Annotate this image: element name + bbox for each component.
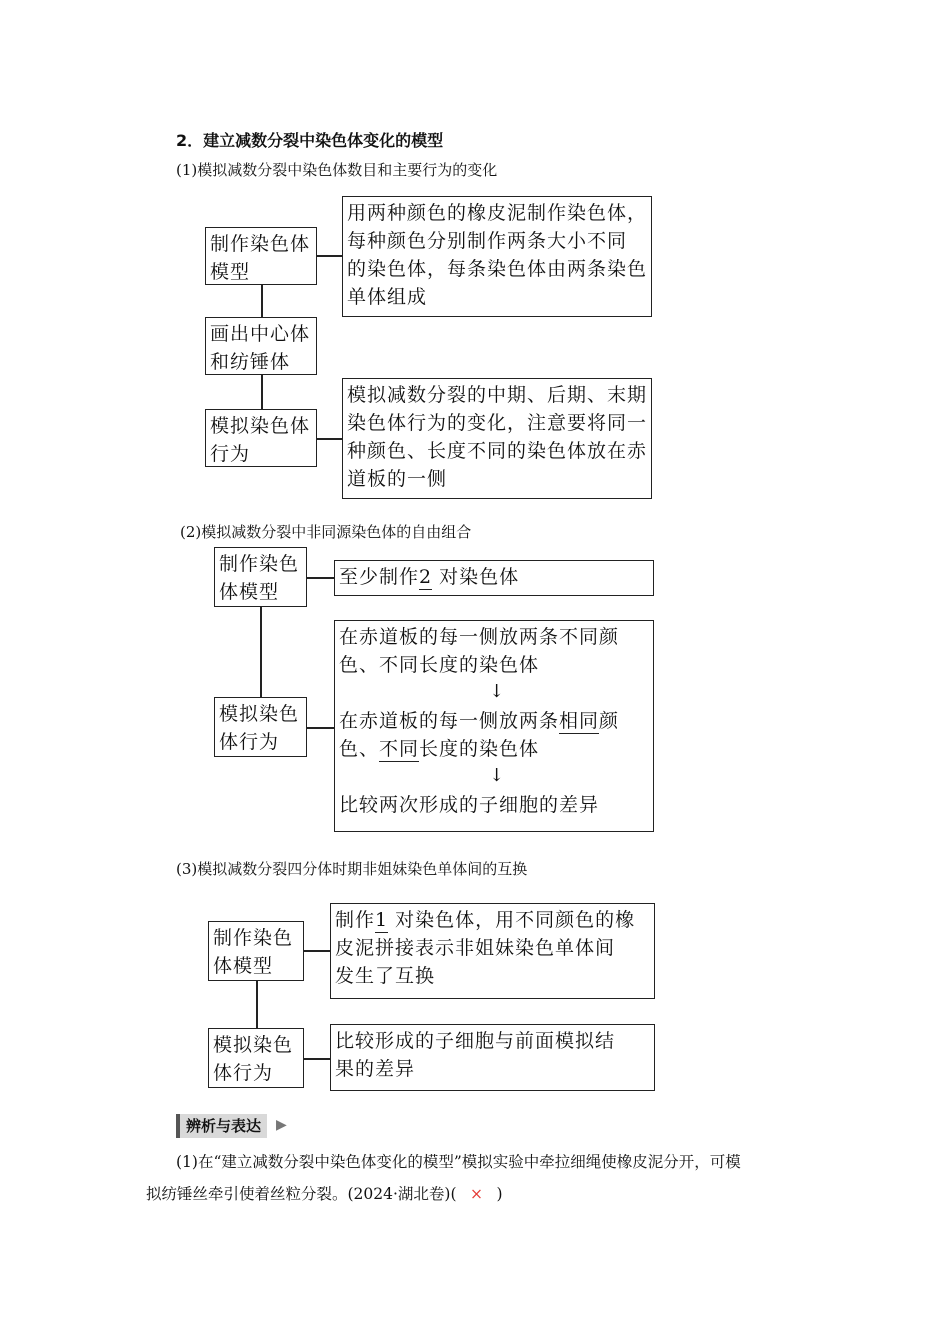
part1-make-desc-line1: 用两种颜色的橡皮泥制作染色体， bbox=[347, 202, 648, 224]
analysis-item1-line1: (1)在“建立减数分裂中染色体变化的模型”模拟实验中牵拉细绳使橡皮泥分开，可模 bbox=[176, 1153, 741, 1171]
part3-make-line1: 制作染色 bbox=[213, 927, 294, 949]
part1-vconnector-2 bbox=[261, 375, 263, 409]
part1-sim-desc-line3: 种颜色、长度不同的染色体放在赤 bbox=[347, 440, 648, 462]
part2-arrow-down-icon-2: ↓ bbox=[489, 765, 506, 786]
part1-make-desc-line3: 的染色体，每条染色体由两条染色 bbox=[347, 258, 648, 280]
part2-sim-line1: 模拟染色 bbox=[219, 703, 300, 725]
part3-vconnector bbox=[256, 981, 258, 1028]
part1-make-line1: 制作染色体 bbox=[210, 233, 311, 255]
part1-sim-desc-line4: 道板的一侧 bbox=[347, 468, 448, 490]
part2-step1-line2: 色、不同长度的染色体 bbox=[339, 654, 540, 676]
part2-arrow-down-icon: ↓ bbox=[489, 681, 506, 702]
part2-make-line2: 体模型 bbox=[219, 581, 280, 603]
part1-sim-desc-line2: 染色体行为的变化，注意要将同一 bbox=[347, 412, 648, 434]
part3-make-desc-num: 1 bbox=[375, 909, 389, 931]
part2-make-model-box bbox=[214, 547, 307, 607]
part1-sim-line2: 行为 bbox=[210, 443, 251, 465]
part2-title: (2)模拟减数分裂中非同源染色体的自由组合 bbox=[180, 523, 472, 541]
part2-connector-1 bbox=[307, 577, 334, 579]
part1-make-desc-line4: 单体组成 bbox=[347, 286, 428, 308]
part1-connector-2 bbox=[317, 438, 342, 440]
part2-step2-line2-pre: 色、 bbox=[339, 738, 380, 760]
part1-make-line2: 模型 bbox=[210, 261, 251, 283]
answer-cross-icon: × bbox=[470, 1185, 484, 1203]
part3-title: (3)模拟减数分裂四分体时期非姐妹染色单体间的互换 bbox=[176, 860, 528, 878]
part1-draw-box bbox=[205, 317, 317, 375]
part2-make-desc-post: 对染色体 bbox=[432, 566, 520, 588]
part2-make-desc-pre: 至少制作 bbox=[339, 566, 420, 588]
tag-arrow-icon: ▶ bbox=[276, 1117, 287, 1133]
part2-vconnector bbox=[260, 607, 262, 697]
part2-step2-line2-post: 长度的染色体 bbox=[419, 738, 540, 760]
part2-steps-box bbox=[334, 620, 654, 832]
part1-connector-1 bbox=[317, 255, 342, 257]
part3-make-desc-pre: 制作 bbox=[335, 909, 376, 931]
part3-make-desc-post: 对染色体，用不同颜色的橡 bbox=[388, 909, 636, 931]
part3-sim-line1: 模拟染色 bbox=[213, 1034, 294, 1056]
part3-sim-desc-line2: 果的差异 bbox=[335, 1058, 416, 1080]
part1-title: (1)模拟减数分裂中染色体数目和主要行为的变化 bbox=[176, 161, 498, 179]
part3-connector-1 bbox=[304, 950, 330, 952]
part2-make-desc-num: 2 bbox=[419, 566, 433, 588]
analysis-item1-text: 拟纺锤丝牵引使着丝粒分裂。(2024·湖北卷)( bbox=[146, 1185, 457, 1203]
part3-make-desc-line2: 皮泥拼接表示非姐妹染色单体间 bbox=[335, 937, 616, 959]
part2-step3: 比较两次形成的子细胞的差异 bbox=[339, 794, 600, 816]
part1-vconnector-1 bbox=[261, 285, 263, 317]
section-title: 2．建立减数分裂中染色体变化的模型 bbox=[176, 131, 444, 150]
part2-step2-pre: 在赤道板的每一侧放两条 bbox=[339, 710, 560, 732]
part3-make-desc-box bbox=[330, 903, 655, 999]
part1-sim-desc-line1: 模拟减数分裂的中期、后期、末期 bbox=[347, 384, 648, 406]
part2-make-line1: 制作染色 bbox=[219, 553, 300, 575]
part3-make-model-box bbox=[208, 921, 304, 981]
part2-step1-line1: 在赤道板的每一侧放两条不同颜 bbox=[339, 626, 620, 648]
part2-step2-underline-1: 相同 bbox=[559, 710, 600, 732]
part1-make-desc-box bbox=[342, 196, 652, 317]
part1-make-desc-line2: 每种颜色分别制作两条大小不同 bbox=[347, 230, 628, 252]
analysis-item1-close: ) bbox=[496, 1185, 503, 1203]
part2-step2-line2 bbox=[339, 735, 649, 763]
part1-sim-line1: 模拟染色体 bbox=[210, 415, 311, 437]
part3-sim-line2: 体行为 bbox=[213, 1062, 274, 1084]
part3-sim-desc-box bbox=[330, 1024, 655, 1091]
part2-sim-box bbox=[214, 697, 307, 757]
analysis-item1-line2 bbox=[146, 1179, 806, 1209]
part2-step2-line1 bbox=[339, 707, 649, 735]
part2-connector-2 bbox=[307, 727, 334, 729]
part3-connector-2 bbox=[304, 1058, 330, 1060]
part1-draw-line1: 画出中心体 bbox=[210, 323, 311, 345]
part2-sim-line2: 体行为 bbox=[219, 731, 280, 753]
part3-make-desc-line3: 发生了互换 bbox=[335, 965, 436, 987]
part1-draw-line2: 和纺锤体 bbox=[210, 351, 291, 373]
part2-make-desc-box bbox=[334, 560, 654, 596]
part1-sim-desc-box bbox=[342, 378, 652, 499]
part2-step2-underline-2: 不同 bbox=[379, 738, 420, 760]
part3-make-desc-line1 bbox=[335, 906, 650, 934]
part3-make-line2: 体模型 bbox=[213, 955, 274, 977]
part3-sim-box bbox=[208, 1028, 304, 1088]
part2-step2-post1: 颜 bbox=[599, 710, 620, 732]
part1-make-model-box bbox=[205, 227, 317, 285]
analysis-tag: 辨析与表达 bbox=[176, 1114, 267, 1138]
part1-sim-box bbox=[205, 409, 317, 467]
part3-sim-desc-line1: 比较形成的子细胞与前面模拟结 bbox=[335, 1030, 616, 1052]
